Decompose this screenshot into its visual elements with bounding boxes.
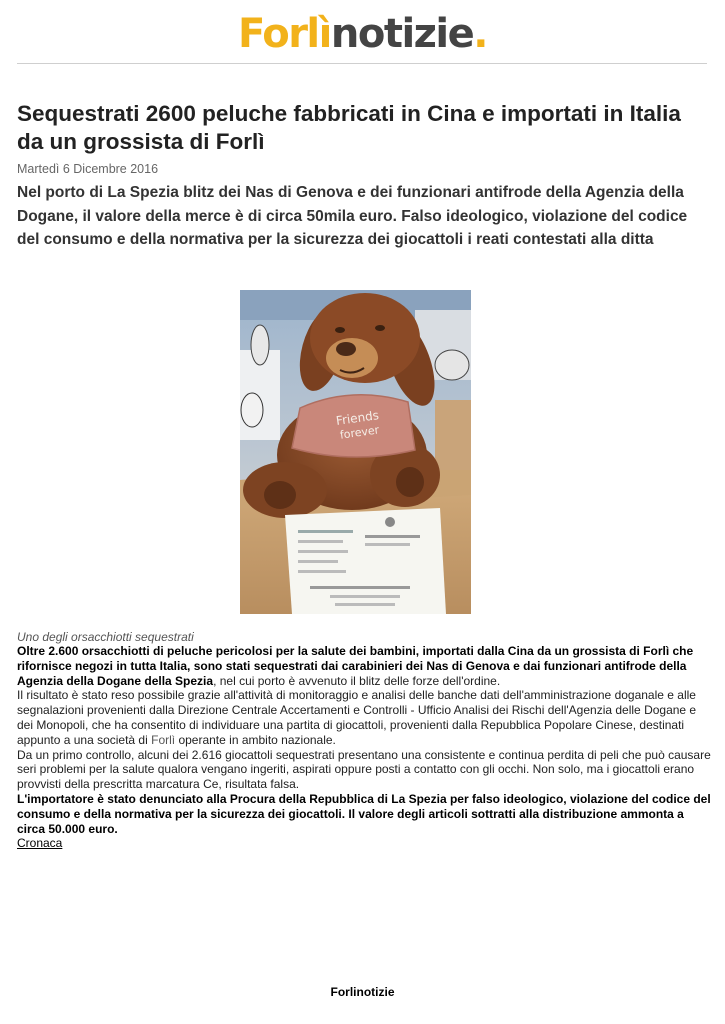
- logo-part-forli: Forlì: [238, 11, 331, 57]
- paragraph-1-rest: , nel cui porto è avvenuto il blitz delle forze dell'ordine.: [213, 673, 501, 688]
- article-body: [17, 644, 712, 851]
- category-link[interactable]: Cronaca: [17, 836, 63, 851]
- photo-label-sheet: [285, 508, 446, 614]
- paragraph-1-bold: Oltre 2.600 orsacchiotti di peluche pericolosi per la salute dei bambini, importati dalla Cina da un grossista di Forlì che rifornisce negozi in tutta Italia, sono stati sequestrati dai carabinieri dei Nas di Genova e dai funzionari antifrode della Agenzia della Dogane della Spezia: [17, 644, 694, 688]
- photo-sticker-right: [435, 350, 469, 380]
- header-divider: [17, 63, 707, 64]
- bear-nose: [336, 342, 356, 356]
- article-title: Sequestrati 2600 peluche fabbricati in Cina e importati in Italia da un grossista di Forlì: [17, 101, 681, 154]
- article-date: Martedì 6 Dicembre 2016: [17, 162, 159, 176]
- logo-dot: .: [473, 11, 487, 57]
- logo-part-notizie: notizie: [330, 11, 474, 57]
- article-photo-teddy-bear: [240, 290, 471, 614]
- image-caption: Uno degli orsacchiotti sequestrati: [17, 630, 194, 644]
- bear-right-eye: [375, 325, 385, 331]
- paragraph-2-end: operante in ambito nazionale.: [175, 732, 336, 747]
- footer-site-name: Forlinotizie: [330, 985, 395, 999]
- city-link-forli[interactable]: Forlì: [151, 732, 176, 747]
- article-subtitle: Nel porto di La Spezia blitz dei Nas di Genova e dei funzionari antifrode della Agenzia della Dogane, il valore della merce è di circa 50mila euro. Falso ideologico, violazione del codice del consumo e della normativa per la sicurezza dei giocattoli i reati contestati alla ditta: [17, 184, 688, 248]
- paragraph-2: [17, 688, 712, 747]
- shirt-text-forever: forever: [339, 423, 380, 442]
- paragraph-1: [17, 644, 712, 688]
- bear-left-eye: [335, 327, 345, 333]
- photo-sticker-left: [251, 325, 269, 365]
- category-row: [17, 836, 712, 851]
- paragraph-2-start: Il risultato è stato reso possibile grazie all'attività di monitoraggio e analisi delle banche dati dell'amministrazione doganale e alle segnalazioni provenienti dalla Direzione Centrale Accertamenti e Controlli - Ufficio Analisi dei Rischi dell'Agenzia delle Dogane e dei Monopoli, che ha consentito di individuare una partita di giocattoli, provenienti dalla Repubblica Popolare Cinese, destinati appunto a una società di: [17, 688, 697, 747]
- site-logo[interactable]: [0, 12, 725, 56]
- shirt-text-friends: Friends: [335, 408, 380, 428]
- paragraph-3: Da un primo controllo, alcuni dei 2.616 giocattoli sequestrati presentano una consistente e continua perdita di peli che può causare seri problemi per la salute qualora vengano ingeriti, aspirati oppure posti a contatto con gli occhi. Non solo, ma i giocattoli erano provvisti della prescritta marcatura Ce, risultata falsa.: [17, 747, 711, 792]
- paragraph-4-bold: L'importatore è stato denunciato alla Procura della Repubblica di La Spezia per falso ideologico, violazione del codice del consumo e della normativa per la sicurezza dei giocattoli. Il valore degli articoli sottratti alla distribuzione ammonta a circa 50.000 euro.: [17, 791, 711, 836]
- paragraph-4: [17, 792, 712, 836]
